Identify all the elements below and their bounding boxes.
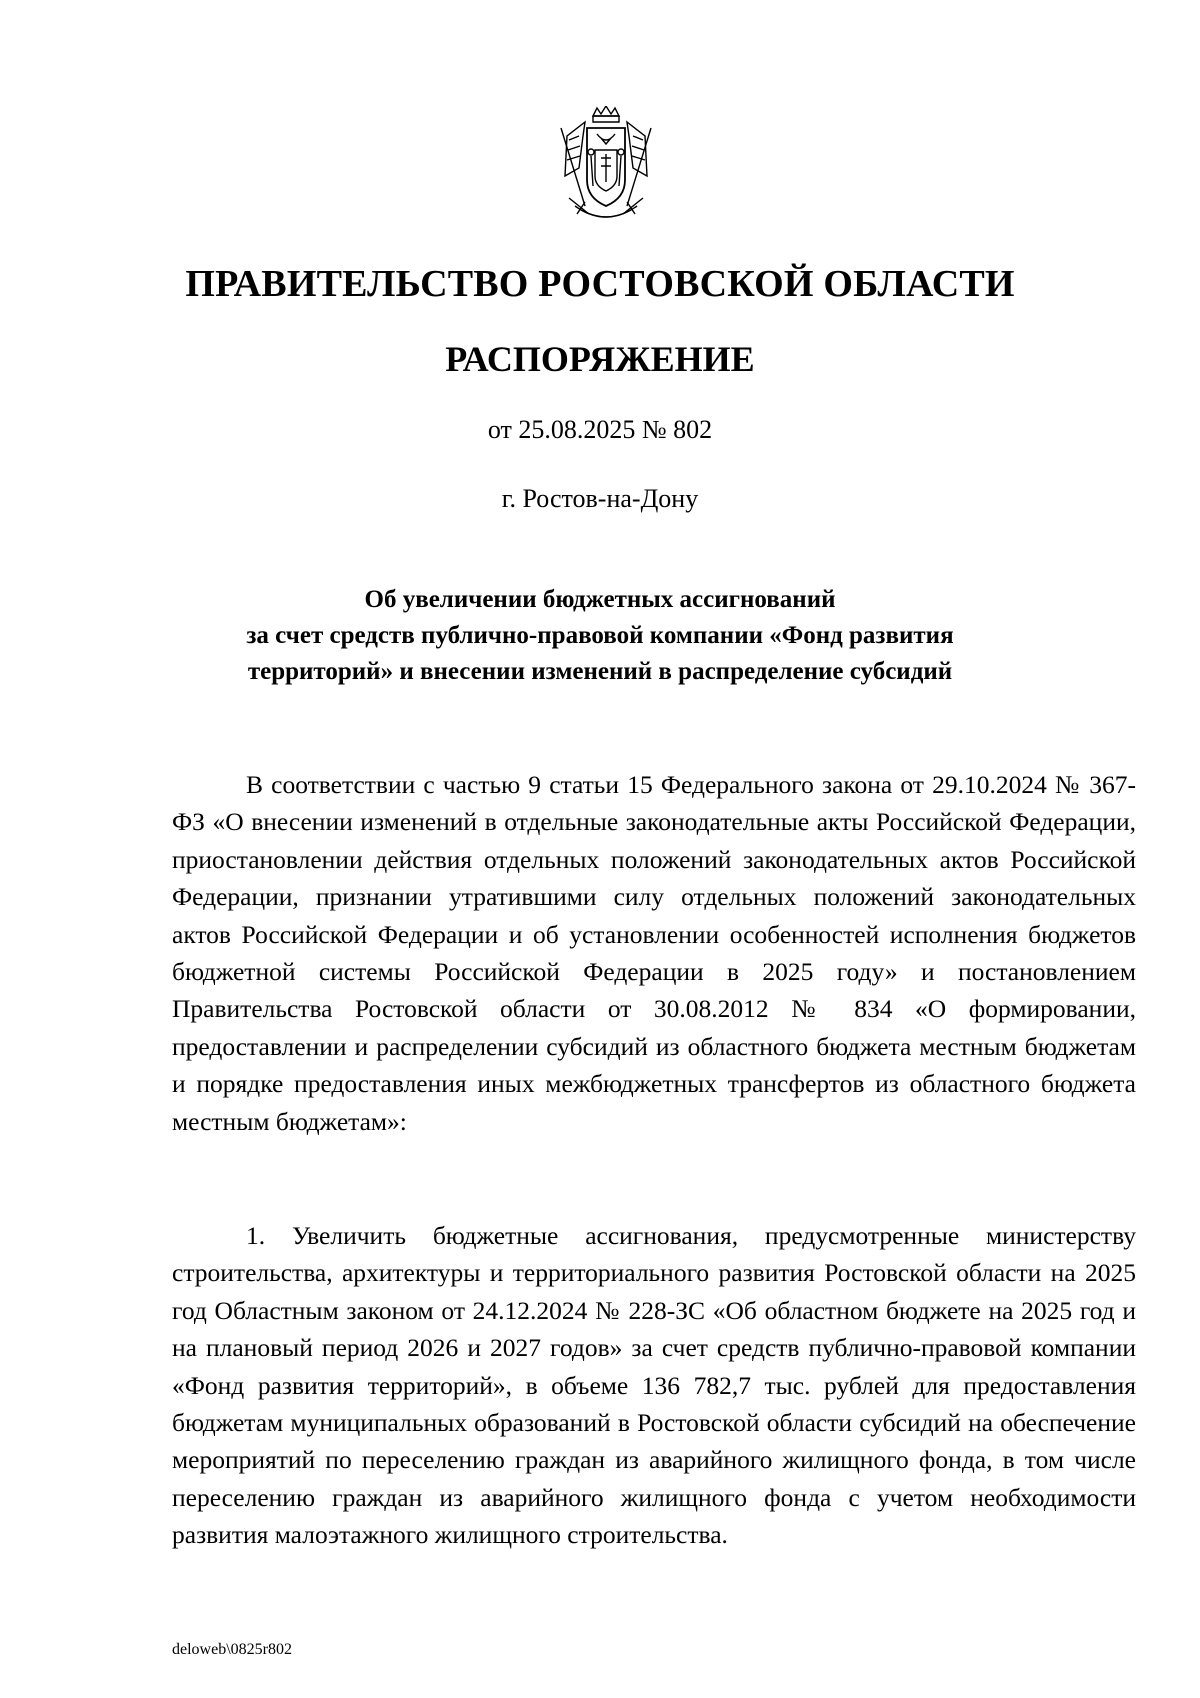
- heading-line: территорий» и внесении изменений в распределение субсидий: [247, 658, 953, 685]
- heading-line: Об увеличении бюджетных ассигнований: [364, 586, 836, 613]
- document-city: г. Ростов-на-Дону: [501, 484, 699, 513]
- rostov-oblast-coat-of-arms-icon: [555, 106, 657, 226]
- document-subject-heading: [170, 582, 1030, 690]
- document-date-number: от 25.08.2025 № 802: [487, 415, 713, 444]
- organization-title: ПРАВИТЕЛЬСТВО РОСТОВСКОЙ ОБЛАСТИ: [185, 263, 1015, 305]
- preamble-paragraph: В соответствии с частью 9 статьи 15 Федерального закона от 29.10.2024 № 367-ФЗ «О внесении изменений в отдельные законодательные акты Российской Федерации, приостановлении действия отдельных положений законодательных актов Российской Федерации, признании утратившими силу отдельных положений законодательных актов Российской Федерации и об установлении особенностей исполнения бюджетов бюджетной системы Российской Федерации в 2025 году» и постановлением Правительства Ростовской области от 30.08.2012 № 834 «О формировании, предоставлении и распределении субсидий из областного бюджета местным бюджетам и порядке предоставления иных межбюджетных трансфертов из областного бюджета местным бюджетам»:: [172, 770, 1136, 1136]
- document-file-reference: deloweb\0825r802: [172, 1641, 292, 1658]
- item-1-paragraph: 1. Увеличить бюджетные ассигнования, предусмотренные министерству строительства, архитектуры и территориального развития Ростовской области на 2025 год Областным законом от 24.12.2024 № 228-ЗС «Об областном бюджете на 2025 год и на плановый период 2026 и 2027 годов» за счет средств публично-правовой компании «Фонд развития территорий», в объеме 136 782,7 тыс. рублей для предоставления бюджетам муниципальных образований в Ростовской области субсидий на обеспечение мероприятий по переселению граждан из аварийного жилищного фонда, в том числе переселению граждан из аварийного жилищного фонда с учетом необходимости развития малоэтажного жилищного строительства.: [172, 1221, 1136, 1550]
- document-type: РАСПОРЯЖЕНИЕ: [445, 339, 755, 379]
- heading-line: за счет средств публично-правовой компании «Фонд развития: [246, 622, 954, 649]
